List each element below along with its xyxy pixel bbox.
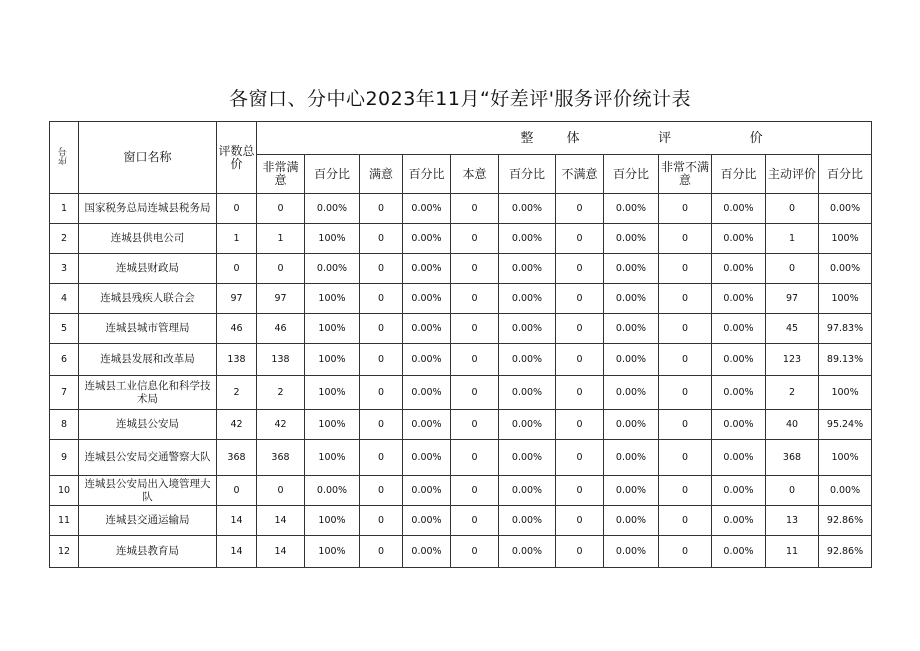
table-cell-vs-pct: 100%	[305, 344, 360, 376]
table-cell-s-pct: 0.00%	[403, 314, 451, 344]
table-cell-n: 0	[451, 194, 499, 224]
table-cell-vd: 0	[659, 376, 712, 410]
table-cell-d-pct: 0.00%	[604, 440, 659, 476]
table-cell-s-pct: 0.00%	[403, 224, 451, 254]
table-cell-vs-pct: 100%	[305, 410, 360, 440]
table-cell-name: 连城县公安局交通警察大队	[79, 440, 217, 476]
overall-eval-header: 整 体 评 价	[257, 122, 872, 155]
seq-header: 序号	[50, 122, 79, 194]
col-very-satisfied: 非常满意	[257, 155, 305, 194]
table-cell-vs-pct: 100%	[305, 506, 360, 536]
table-cell-s-pct: 0.00%	[403, 536, 451, 568]
table-cell-vs: 97	[257, 284, 305, 314]
table-cell-d: 0	[556, 194, 604, 224]
table-cell-n: 0	[451, 376, 499, 410]
table-cell-a-pct: 95.24%	[819, 410, 872, 440]
table-cell-vs: 368	[257, 440, 305, 476]
table-cell-vd: 0	[659, 506, 712, 536]
table-cell-d-pct: 0.00%	[604, 410, 659, 440]
table-cell-n: 0	[451, 410, 499, 440]
table-cell-n-pct: 0.00%	[499, 536, 556, 568]
table-cell-a-pct: 92.86%	[819, 536, 872, 568]
table-cell-vs: 42	[257, 410, 305, 440]
table-cell-no: 12	[50, 536, 79, 568]
col-pct-2: 百分比	[403, 155, 451, 194]
table-cell-s-pct: 0.00%	[403, 376, 451, 410]
table-cell-no: 3	[50, 254, 79, 284]
table-cell-s-pct: 0.00%	[403, 194, 451, 224]
table-cell-no: 6	[50, 344, 79, 376]
table-cell-n: 0	[451, 314, 499, 344]
table-cell-n: 0	[451, 506, 499, 536]
table-cell-no: 1	[50, 194, 79, 224]
table-cell-vd-pct: 0.00%	[712, 284, 766, 314]
table-cell-n: 0	[451, 284, 499, 314]
col-pct-3: 百分比	[499, 155, 556, 194]
table-cell-s: 0	[360, 410, 403, 440]
table-cell-s-pct: 0.00%	[403, 476, 451, 506]
table-row	[50, 506, 872, 536]
table-cell-vd-pct: 0.00%	[712, 254, 766, 284]
table-cell-vd: 0	[659, 440, 712, 476]
table-cell-a: 2	[766, 376, 819, 410]
table-cell-d: 0	[556, 506, 604, 536]
table-cell-vs-pct: 100%	[305, 376, 360, 410]
table-cell-d-pct: 0.00%	[604, 254, 659, 284]
table-cell-a: 0	[766, 254, 819, 284]
table-cell-a-pct: 100%	[819, 284, 872, 314]
table-cell-name: 连城县交通运输局	[79, 506, 217, 536]
table-cell-vs: 0	[257, 194, 305, 224]
col-dissatisfied: 不满意	[556, 155, 604, 194]
table-cell-name: 连城县残疾人联合会	[79, 284, 217, 314]
table-cell-vd: 0	[659, 284, 712, 314]
table-cell-n: 0	[451, 224, 499, 254]
table-cell-s: 0	[360, 254, 403, 284]
table-row	[50, 536, 872, 568]
table-cell-a: 13	[766, 506, 819, 536]
table-cell-vs-pct: 100%	[305, 536, 360, 568]
table-cell-d: 0	[556, 284, 604, 314]
table-cell-d: 0	[556, 410, 604, 440]
table-cell-vs: 46	[257, 314, 305, 344]
col-active-eval: 主动评价	[766, 155, 819, 194]
table-cell-d-pct: 0.00%	[604, 506, 659, 536]
table-cell-s-pct: 0.00%	[403, 284, 451, 314]
table-cell-d: 0	[556, 536, 604, 568]
table-cell-vd-pct: 0.00%	[712, 376, 766, 410]
table-cell-name: 连城县公安局出入境管理大队	[79, 476, 217, 506]
table-cell-name: 连城县财政局	[79, 254, 217, 284]
table-cell-d-pct: 0.00%	[604, 376, 659, 410]
table-cell-vs-pct: 100%	[305, 284, 360, 314]
table-cell-d: 0	[556, 376, 604, 410]
table-cell-n-pct: 0.00%	[499, 224, 556, 254]
table-cell-n-pct: 0.00%	[499, 410, 556, 440]
col-pct-6: 百分比	[819, 155, 872, 194]
page-title: 各窗口、分中心2023年11月“好差评'服务评价统计表	[228, 88, 692, 110]
table-cell-total: 14	[217, 536, 257, 568]
total-eval-header: 评数总价	[217, 122, 257, 194]
table-cell-n-pct: 0.00%	[499, 344, 556, 376]
table-cell-no: 10	[50, 476, 79, 506]
table-cell-a-pct: 100%	[819, 224, 872, 254]
table-cell-total: 0	[217, 194, 257, 224]
table-cell-a-pct: 0.00%	[819, 254, 872, 284]
table-row	[50, 440, 872, 476]
table-cell-a: 1	[766, 224, 819, 254]
table-cell-s: 0	[360, 536, 403, 568]
table-cell-d-pct: 0.00%	[604, 224, 659, 254]
table-cell-n-pct: 0.00%	[499, 506, 556, 536]
table-cell-name: 连城县发展和改革局	[79, 344, 217, 376]
table-cell-name: 国家税务总局连城县税务局	[79, 194, 217, 224]
table-cell-s-pct: 0.00%	[403, 410, 451, 440]
table-cell-vd: 0	[659, 254, 712, 284]
table-cell-name: 连城县供电公司	[79, 224, 217, 254]
table-cell-name: 连城县公安局	[79, 410, 217, 440]
table-cell-vd-pct: 0.00%	[712, 440, 766, 476]
table-row	[50, 344, 872, 376]
table-cell-s: 0	[360, 284, 403, 314]
table-cell-n-pct: 0.00%	[499, 314, 556, 344]
table-cell-n-pct: 0.00%	[499, 284, 556, 314]
table-cell-s: 0	[360, 506, 403, 536]
table-cell-vs: 2	[257, 376, 305, 410]
table-cell-a-pct: 0.00%	[819, 194, 872, 224]
table-cell-vd-pct: 0.00%	[712, 224, 766, 254]
table-row	[50, 194, 872, 224]
table-cell-no: 9	[50, 440, 79, 476]
table-cell-total: 138	[217, 344, 257, 376]
table-cell-n: 0	[451, 254, 499, 284]
table-cell-a-pct: 0.00%	[819, 476, 872, 506]
table-cell-s: 0	[360, 376, 403, 410]
table-cell-total: 14	[217, 506, 257, 536]
table-cell-vs-pct: 100%	[305, 224, 360, 254]
evaluation-table	[49, 121, 872, 568]
table-cell-total: 97	[217, 284, 257, 314]
col-very-dissatisfied: 非常不满意	[659, 155, 712, 194]
table-cell-s: 0	[360, 476, 403, 506]
table-cell-d-pct: 0.00%	[604, 536, 659, 568]
table-cell-n-pct: 0.00%	[499, 440, 556, 476]
col-pct-5: 百分比	[712, 155, 766, 194]
table-cell-d-pct: 0.00%	[604, 476, 659, 506]
table-cell-total: 0	[217, 476, 257, 506]
table-cell-vs: 0	[257, 254, 305, 284]
table-cell-vs: 1	[257, 224, 305, 254]
table-row	[50, 284, 872, 314]
table-cell-name: 连城县教育局	[79, 536, 217, 568]
table-cell-s-pct: 0.00%	[403, 506, 451, 536]
table-cell-vs: 14	[257, 536, 305, 568]
table-cell-s: 0	[360, 440, 403, 476]
table-cell-s: 0	[360, 344, 403, 376]
table-cell-a: 11	[766, 536, 819, 568]
table-cell-no: 7	[50, 376, 79, 410]
table-cell-vd: 0	[659, 410, 712, 440]
table-cell-a: 123	[766, 344, 819, 376]
table-cell-vd-pct: 0.00%	[712, 314, 766, 344]
table-cell-vd-pct: 0.00%	[712, 506, 766, 536]
table-cell-vs-pct: 100%	[305, 440, 360, 476]
table-cell-total: 368	[217, 440, 257, 476]
table-cell-vd-pct: 0.00%	[712, 410, 766, 440]
table-cell-vd: 0	[659, 194, 712, 224]
table-cell-a-pct: 92.86%	[819, 506, 872, 536]
table-cell-total: 1	[217, 224, 257, 254]
table-cell-n: 0	[451, 344, 499, 376]
table-cell-d: 0	[556, 224, 604, 254]
table-cell-vd: 0	[659, 314, 712, 344]
table-cell-vd-pct: 0.00%	[712, 344, 766, 376]
table-cell-no: 4	[50, 284, 79, 314]
table-cell-a-pct: 97.83%	[819, 314, 872, 344]
table-cell-vs: 0	[257, 476, 305, 506]
col-pct-1: 百分比	[305, 155, 360, 194]
table-cell-a-pct: 100%	[819, 440, 872, 476]
table-cell-vd: 0	[659, 344, 712, 376]
table-cell-vd: 0	[659, 224, 712, 254]
table-cell-vs-pct: 0.00%	[305, 254, 360, 284]
table-cell-s: 0	[360, 194, 403, 224]
table-cell-s-pct: 0.00%	[403, 440, 451, 476]
table-cell-n: 0	[451, 476, 499, 506]
table-cell-vd: 0	[659, 476, 712, 506]
table-cell-a: 0	[766, 476, 819, 506]
table-cell-no: 2	[50, 224, 79, 254]
table-cell-name: 连城县城市管理局	[79, 314, 217, 344]
table-row	[50, 254, 872, 284]
table-cell-d-pct: 0.00%	[604, 314, 659, 344]
col-satisfied: 满意	[360, 155, 403, 194]
table-cell-n-pct: 0.00%	[499, 254, 556, 284]
table-cell-a-pct: 100%	[819, 376, 872, 410]
table-cell-vd-pct: 0.00%	[712, 476, 766, 506]
table-cell-a-pct: 89.13%	[819, 344, 872, 376]
table-row	[50, 224, 872, 254]
table-cell-d-pct: 0.00%	[604, 344, 659, 376]
table-cell-s: 0	[360, 224, 403, 254]
table-cell-vs-pct: 0.00%	[305, 476, 360, 506]
table-cell-vs-pct: 100%	[305, 314, 360, 344]
table-cell-d: 0	[556, 254, 604, 284]
table-cell-vd: 0	[659, 536, 712, 568]
table-cell-total: 2	[217, 376, 257, 410]
table-cell-a: 0	[766, 194, 819, 224]
table-cell-d: 0	[556, 476, 604, 506]
table-row	[50, 314, 872, 344]
table-cell-vd-pct: 0.00%	[712, 536, 766, 568]
table-cell-vs: 138	[257, 344, 305, 376]
table-cell-a: 40	[766, 410, 819, 440]
table-cell-d-pct: 0.00%	[604, 194, 659, 224]
table-cell-name: 连城县工业信息化和科学技术局	[79, 376, 217, 410]
table-cell-d: 0	[556, 440, 604, 476]
table-cell-a: 45	[766, 314, 819, 344]
table-cell-no: 5	[50, 314, 79, 344]
table-cell-n: 0	[451, 440, 499, 476]
table-cell-d-pct: 0.00%	[604, 284, 659, 314]
window-name-header: 窗口名称	[79, 122, 217, 194]
table-cell-n: 0	[451, 536, 499, 568]
table-cell-vs-pct: 0.00%	[305, 194, 360, 224]
table-cell-vd-pct: 0.00%	[712, 194, 766, 224]
table-cell-a: 97	[766, 284, 819, 314]
table-cell-total: 0	[217, 254, 257, 284]
table-cell-a: 368	[766, 440, 819, 476]
table-cell-n-pct: 0.00%	[499, 376, 556, 410]
table-cell-s-pct: 0.00%	[403, 344, 451, 376]
table-row	[50, 410, 872, 440]
table-cell-no: 8	[50, 410, 79, 440]
table-cell-d: 0	[556, 314, 604, 344]
table-cell-s: 0	[360, 314, 403, 344]
table-cell-vs: 14	[257, 506, 305, 536]
table-cell-total: 42	[217, 410, 257, 440]
table-cell-n-pct: 0.00%	[499, 476, 556, 506]
table-cell-total: 46	[217, 314, 257, 344]
col-neutral: 本意	[451, 155, 499, 194]
table-row	[50, 476, 872, 506]
table-cell-n-pct: 0.00%	[499, 194, 556, 224]
table-cell-no: 11	[50, 506, 79, 536]
col-pct-4: 百分比	[604, 155, 659, 194]
table-row	[50, 376, 872, 410]
table-cell-s-pct: 0.00%	[403, 254, 451, 284]
table-cell-d: 0	[556, 344, 604, 376]
